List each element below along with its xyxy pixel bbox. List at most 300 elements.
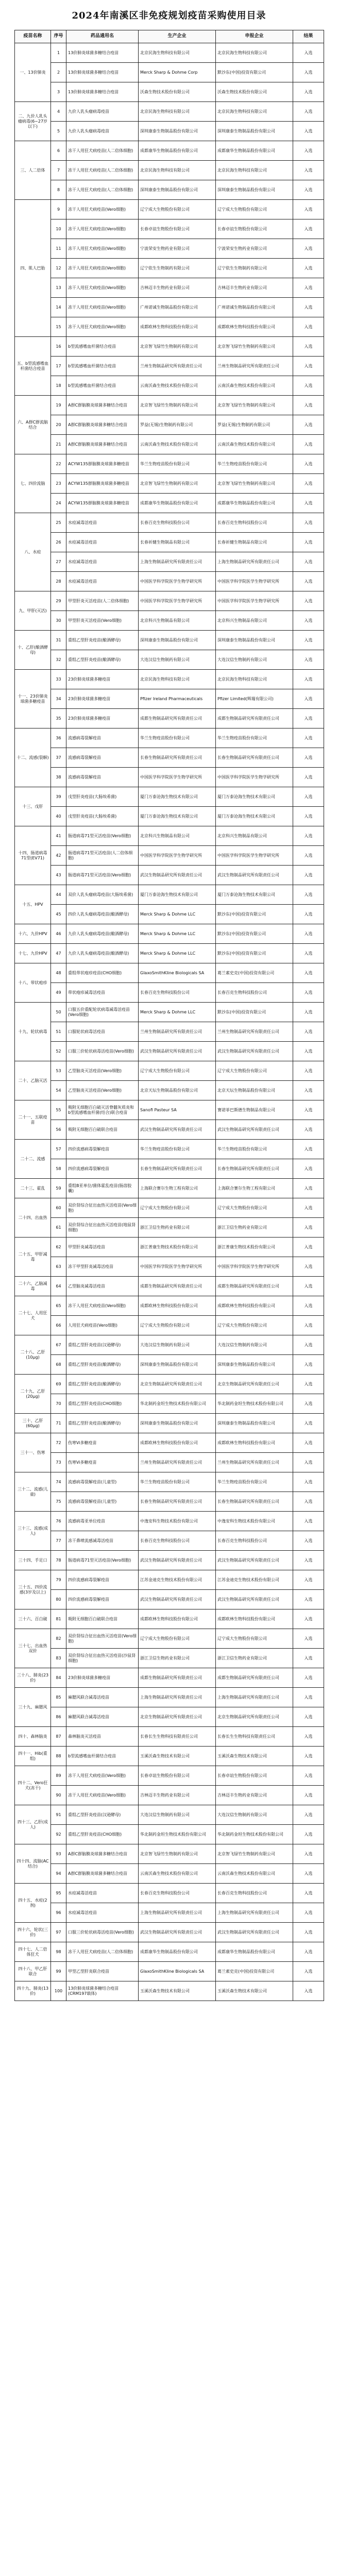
table-row	[15, 1884, 324, 1903]
table-row	[15, 1590, 324, 1609]
header-vaccine-name: 疫苗名称	[15, 30, 51, 43]
cell-result: 入选	[293, 1942, 324, 1962]
cell-applicant: 默沙东(中国)投资有限公司	[216, 924, 293, 944]
table-row	[15, 278, 324, 298]
table-row	[15, 533, 324, 552]
cell-generic-name: 冻干人用狂犬病疫苗(人二倍体细胞)	[66, 161, 139, 180]
cell-result: 入选	[293, 180, 324, 200]
table-row	[15, 435, 324, 454]
table-row	[15, 1923, 324, 1942]
cell-index: 55	[51, 1100, 66, 1120]
cell-result: 入选	[293, 141, 324, 161]
vaccine-group-name: 十九、轮状病毒	[15, 1003, 51, 1061]
cell-generic-name: 23价肺炎球菌多糖疫苗	[66, 689, 139, 709]
cell-manufacturer: 罗益(无锡)生物制药有限公司	[139, 415, 216, 435]
table-row	[15, 1238, 324, 1257]
table-row	[15, 709, 324, 728]
table-row	[15, 415, 324, 435]
cell-index: 31	[51, 631, 66, 650]
cell-applicant: 上海生物制品研究所有限责任公司	[216, 1688, 293, 1707]
cell-index: 20	[51, 415, 66, 435]
cell-result: 入选	[293, 219, 324, 239]
cell-applicant: 长春生物制品研究所有限责任公司	[216, 1492, 293, 1512]
cell-applicant: 大连汉信生物制药有限公司	[216, 1335, 293, 1355]
cell-applicant: 中国医学科学院医学生物学研究所	[216, 1257, 293, 1277]
cell-index: 28	[51, 572, 66, 591]
cell-generic-name: 四价流感病毒裂解疫苗	[66, 1570, 139, 1590]
header-applicant: 申报企业	[216, 30, 293, 43]
cell-index: 38	[51, 768, 66, 787]
cell-manufacturer: 辽宁依生生物制药有限公司	[139, 259, 216, 278]
table-row	[15, 141, 324, 161]
cell-generic-name: 戊型肝炎疫苗(大肠埃希菌)	[66, 787, 139, 807]
cell-index: 19	[51, 396, 66, 415]
cell-applicant: 辽宁成大生物股份有限公司	[216, 1629, 293, 1649]
vaccine-group-name: 四十七、人二倍体狂犬	[15, 1942, 51, 1962]
vaccine-group-name: 四十四、流脑(AC结合)	[15, 1844, 51, 1884]
cell-result: 入选	[293, 239, 324, 259]
cell-result: 入选	[293, 748, 324, 768]
cell-manufacturer: 成都生物制品研究所有限责任公司	[139, 1277, 216, 1296]
table-row	[15, 1981, 324, 2001]
cell-manufacturer: 吉林迈丰生物药业有限公司	[139, 278, 216, 298]
cell-manufacturer: Merck Sharp & Dohme Corp	[139, 63, 216, 82]
cell-index: 34	[51, 689, 66, 709]
table-row	[15, 317, 324, 337]
cell-applicant: 长春百克生物科技股份公司	[216, 513, 293, 533]
cell-index: 30	[51, 611, 66, 631]
table-row	[15, 552, 324, 572]
cell-generic-name: 冻干人用狂犬病疫苗(Vero细胞)	[66, 200, 139, 219]
cell-applicant: 默沙东(中国)投资有限公司	[216, 63, 293, 82]
cell-index: 76	[51, 1512, 66, 1531]
table-row	[15, 1609, 324, 1629]
cell-manufacturer: 厦门万泰沧海生物技术有限公司	[139, 787, 216, 807]
table-body	[15, 43, 324, 2001]
table-row	[15, 787, 324, 807]
cell-applicant: 北京天坛生物制品股份有限公司	[216, 1081, 293, 1100]
table-row	[15, 43, 324, 63]
cell-result: 入选	[293, 1433, 324, 1453]
cell-index: 37	[51, 748, 66, 768]
table-row	[15, 357, 324, 376]
cell-index: 44	[51, 885, 66, 905]
cell-applicant: 成都欧林生物科技股份有限公司	[216, 1609, 293, 1629]
cell-index: 7	[51, 161, 66, 180]
cell-result: 入选	[293, 1923, 324, 1942]
cell-generic-name: 口服三价轮状病毒活疫苗(Vero细胞)	[66, 1042, 139, 1061]
table-row	[15, 161, 324, 180]
cell-manufacturer: 北京民海生物科技有限公司	[139, 670, 216, 689]
cell-applicant: 长春百克生物科技股份公司	[216, 1884, 293, 1903]
cell-generic-name: 乙型脑炎灭活疫苗(Vero细胞)	[66, 1061, 139, 1081]
cell-generic-name: 吸附无细胞百白破联合疫苗	[66, 1609, 139, 1629]
cell-manufacturer: 浙江卫信生物药业有限公司	[139, 1649, 216, 1668]
page-title: 2024年南溪区非免疫规划疫苗采购使用目录	[72, 10, 266, 21]
cell-index: 59	[51, 1179, 66, 1198]
cell-generic-name: 戊型肝炎疫苗(大肠埃希菌)	[66, 807, 139, 826]
cell-applicant: 默沙东(中国)投资有限公司	[216, 905, 293, 924]
table-row	[15, 513, 324, 533]
cell-manufacturer: 华北制药金坦生物技术股份有限公司	[139, 1394, 216, 1414]
table-row	[15, 807, 324, 826]
cell-result: 入选	[293, 611, 324, 631]
vaccine-group-name: 二十八、乙肝(10μg)	[15, 1335, 51, 1375]
cell-result: 入选	[293, 1198, 324, 1218]
cell-applicant: 北京科兴生物制品有限公司	[216, 826, 293, 846]
cell-generic-name: 冻干人用狂犬病疫苗(Vero细胞)	[66, 1766, 139, 1786]
cell-applicant: 华兰生物疫苗股份有限公司	[216, 728, 293, 748]
cell-manufacturer: 中国医学科学院医学生物学研究所	[139, 846, 216, 866]
cell-manufacturer: 长春百克生物科技股份公司	[139, 513, 216, 533]
vaccine-group-name: 十一、23价肺炎球菌多糖疫苗	[15, 670, 51, 728]
cell-applicant: 玉溪沃森生物技术有限公司	[216, 1747, 293, 1766]
cell-generic-name: 重组乙型肝炎疫苗(酿酒酵母)	[66, 650, 139, 670]
cell-index: 77	[51, 1531, 66, 1551]
cell-generic-name: 吸附无细胞百白破灭活脊髓灰质炎和b型流感嗜血杆菌(结合)联合疫苗	[66, 1100, 139, 1120]
cell-manufacturer: 长春百克生物科技股份公司	[139, 1884, 216, 1903]
cell-applicant: 大连汉信生物制药有限公司	[216, 1805, 293, 1825]
cell-index: 58	[51, 1159, 66, 1179]
cell-generic-name: 甲型肝炎灭活疫苗(Vero细胞)	[66, 611, 139, 631]
cell-result: 入选	[293, 317, 324, 337]
cell-result: 入选	[293, 1747, 324, 1766]
vaccine-table	[14, 30, 324, 2001]
vaccine-group-name: 四、肌人巴胎	[15, 200, 51, 337]
cell-manufacturer: 大连汉信生物制药有限公司	[139, 1805, 216, 1825]
cell-generic-name: 麻腮风联合减毒活疫苗	[66, 1688, 139, 1707]
cell-manufacturer: 辽宁成大生物股份有限公司	[139, 1629, 216, 1649]
cell-index: 22	[51, 454, 66, 474]
cell-applicant: 辽宁依生生物制药有限公司	[216, 259, 293, 278]
table-row	[15, 1159, 324, 1179]
header-index: 序号	[51, 30, 66, 43]
cell-index: 75	[51, 1492, 66, 1512]
table-header-row	[15, 30, 324, 43]
cell-applicant: 赛诺菲巴斯德生物制品有限公司	[216, 1100, 293, 1120]
cell-applicant: 吉林迈丰生物药业有限公司	[216, 1786, 293, 1805]
vaccine-group-name: 九、甲肝(灭活)	[15, 591, 51, 631]
cell-result: 入选	[293, 591, 324, 611]
cell-manufacturer: 上海联合赛尔生物工程有限公司	[139, 1179, 216, 1198]
cell-applicant: 玉溪沃森生物技术有限公司	[216, 1981, 293, 2001]
cell-applicant: 北京民海生物科技有限公司	[216, 102, 293, 122]
table-row	[15, 1962, 324, 1981]
cell-generic-name: 四价流感病毒裂解疫苗	[66, 1140, 139, 1159]
cell-manufacturer: 中逸安科生物技术股份有限公司	[139, 1512, 216, 1531]
cell-applicant: 长春百克生物科技股份公司	[216, 983, 293, 1003]
cell-applicant: 华北制药金坦生物技术股份有限公司	[216, 1825, 293, 1844]
cell-generic-name: 重组B亚单位/菌体霍乱疫苗(肠溶胶囊)	[66, 1179, 139, 1198]
cell-manufacturer: 北京智飞绿竹生物制药有限公司	[139, 337, 216, 357]
cell-manufacturer: 辽宁成大生物股份有限公司	[139, 200, 216, 219]
cell-result: 入选	[293, 1649, 324, 1668]
cell-result: 入选	[293, 1570, 324, 1590]
cell-result: 入选	[293, 1335, 324, 1355]
cell-generic-name: b型流感嗜血杆菌结合疫苗	[66, 357, 139, 376]
vaccine-group-name: 六、A群C群流脑结合	[15, 396, 51, 454]
table-row	[15, 494, 324, 513]
table-row	[15, 1747, 324, 1766]
cell-generic-name: 冻干人用狂犬病疫苗(Vero细胞)	[66, 278, 139, 298]
cell-applicant: 吉林迈丰生物药业有限公司	[216, 278, 293, 298]
cell-manufacturer: 厦门万泰沧海生物技术有限公司	[139, 807, 216, 826]
cell-index: 89	[51, 1766, 66, 1786]
cell-manufacturer: 成都欧林生物科技股份有限公司	[139, 1609, 216, 1629]
cell-result: 入选	[293, 1120, 324, 1140]
table-row	[15, 1100, 324, 1120]
table-row	[15, 1649, 324, 1668]
cell-result: 入选	[293, 1022, 324, 1042]
cell-manufacturer: 成都康华生物制品股份有限公司	[139, 494, 216, 513]
cell-result: 入选	[293, 1355, 324, 1375]
table-row	[15, 748, 324, 768]
table-row	[15, 1551, 324, 1570]
cell-index: 96	[51, 1903, 66, 1923]
cell-index: 92	[51, 1825, 66, 1844]
vaccine-group-name: 三十四、手足口	[15, 1551, 51, 1570]
cell-result: 入选	[293, 1238, 324, 1257]
cell-result: 入选	[293, 1766, 324, 1786]
cell-generic-name: 水痘减毒活疫苗	[66, 552, 139, 572]
cell-result: 入选	[293, 1375, 324, 1394]
table-row	[15, 1198, 324, 1218]
table-row	[15, 1903, 324, 1923]
table-row	[15, 1805, 324, 1825]
table-row	[15, 1003, 324, 1022]
table-row	[15, 905, 324, 924]
cell-index: 91	[51, 1805, 66, 1825]
cell-index: 14	[51, 298, 66, 317]
cell-generic-name: 23价肺炎球菌多糖疫苗	[66, 1668, 139, 1688]
cell-manufacturer: 华兰生物疫苗股份有限公司	[139, 1140, 216, 1159]
cell-applicant: 兰州生物制品研究所有限责任公司	[216, 1022, 293, 1042]
cell-generic-name: 重组乙型肝炎疫苗(酿酒酵母)	[66, 1375, 139, 1394]
cell-generic-name: 伤寒Vi多糖疫苗	[66, 1433, 139, 1453]
cell-index: 9	[51, 200, 66, 219]
header-result: 结果	[293, 30, 324, 43]
table-row	[15, 180, 324, 200]
cell-manufacturer: Merck Sharp & Dohme LLC	[139, 905, 216, 924]
cell-index: 67	[51, 1335, 66, 1355]
cell-generic-name: 23价肺炎球菌多糖疫苗	[66, 709, 139, 728]
cell-manufacturer: 吉林迈丰生物药业有限公司	[139, 1786, 216, 1805]
cell-result: 入选	[293, 1277, 324, 1296]
cell-index: 10	[51, 219, 66, 239]
vaccine-group-name: 二十四、出血热	[15, 1198, 51, 1238]
cell-index: 32	[51, 650, 66, 670]
cell-manufacturer: 北京民海生物科技有限公司	[139, 43, 216, 63]
cell-manufacturer: 北京民海生物科技有限公司	[139, 102, 216, 122]
cell-result: 入选	[293, 513, 324, 533]
cell-manufacturer: 玉溪沃森生物技术有限公司	[139, 1747, 216, 1766]
cell-applicant: 广州诺诚生物制品股份有限公司	[216, 298, 293, 317]
cell-result: 入选	[293, 82, 324, 102]
cell-generic-name: 13价肺炎球菌多糖结合疫苗	[66, 63, 139, 82]
vaccine-group-name: 十二、流感(裂解)	[15, 728, 51, 787]
cell-generic-name: 冻干人用狂犬病疫苗(人二倍体细胞)	[66, 180, 139, 200]
cell-manufacturer: Sanofi Pasteur SA	[139, 1100, 216, 1120]
cell-result: 入选	[293, 807, 324, 826]
cell-result: 入选	[293, 1081, 324, 1100]
cell-generic-name: 重组乙型肝炎疫苗(酿酒酵母)	[66, 1355, 139, 1375]
cell-manufacturer: 长春生物制品研究所有限责任公司	[139, 1159, 216, 1179]
table-row	[15, 63, 324, 82]
cell-index: 68	[51, 1355, 66, 1375]
vaccine-group-name: 二十一、五联疫苗	[15, 1100, 51, 1140]
table-row	[15, 631, 324, 650]
cell-index: 27	[51, 552, 66, 572]
table-row	[15, 376, 324, 396]
cell-generic-name: 冻干人用狂犬病疫苗(人二倍体细胞)	[66, 1942, 139, 1962]
cell-generic-name: 冻干鼻喷流感减毒活疫苗	[66, 1531, 139, 1551]
cell-index: 35	[51, 709, 66, 728]
table-row	[15, 826, 324, 846]
cell-manufacturer: 北京科兴生物制品有限公司	[139, 611, 216, 631]
cell-index: 46	[51, 924, 66, 944]
vaccine-group-name: 二十二、流感	[15, 1140, 51, 1179]
table-row	[15, 924, 324, 944]
cell-generic-name: 双价肾综合征出血热灭活疫苗(Vero细胞)	[66, 1198, 139, 1218]
cell-index: 63	[51, 1257, 66, 1277]
cell-result: 入选	[293, 1472, 324, 1492]
cell-manufacturer: 长春百克生物科技股份公司	[139, 983, 216, 1003]
cell-applicant: 辽宁成大生物股份有限公司	[216, 200, 293, 219]
cell-manufacturer: 成都康华生物制品股份有限公司	[139, 1942, 216, 1962]
cell-applicant: 厦门万泰沧海生物技术有限公司	[216, 885, 293, 905]
cell-result: 入选	[293, 415, 324, 435]
table-row	[15, 1942, 324, 1962]
vaccine-group-name: 三十六、百白破	[15, 1609, 51, 1629]
cell-manufacturer: 兰州生物制品研究所有限责任公司	[139, 1453, 216, 1472]
table-row	[15, 689, 324, 709]
cell-applicant: 大连汉信生物制药有限公司	[216, 650, 293, 670]
cell-result: 入选	[293, 572, 324, 591]
cell-manufacturer: 成都欧林生物科技股份有限公司	[139, 317, 216, 337]
cell-index: 5	[51, 122, 66, 141]
vaccine-group-name: 四十三、乙肝(成人)	[15, 1805, 51, 1844]
cell-result: 入选	[293, 376, 324, 396]
cell-result: 入选	[293, 1668, 324, 1688]
cell-applicant: 成都康华生物制品股份有限公司	[216, 494, 293, 513]
cell-result: 入选	[293, 494, 324, 513]
cell-index: 74	[51, 1472, 66, 1492]
cell-index: 41	[51, 826, 66, 846]
cell-manufacturer: 成都生物制品研究所有限责任公司	[139, 709, 216, 728]
cell-applicant: 葛兰素史克(中国)投资有限公司	[216, 963, 293, 983]
cell-result: 入选	[293, 1844, 324, 1864]
cell-manufacturer: 云南沃森生物技术股份有限公司	[139, 435, 216, 454]
cell-index: 73	[51, 1453, 66, 1472]
cell-generic-name: 水痘减毒活疫苗	[66, 513, 139, 533]
cell-applicant: Pfizer Limited(辉瑞有限公司)	[216, 689, 293, 709]
cell-result: 入选	[293, 826, 324, 846]
cell-generic-name: 冻干人用狂犬病疫苗(人二倍体细胞)	[66, 141, 139, 161]
cell-manufacturer: 辽宁成大生物股份有限公司	[139, 1316, 216, 1335]
cell-manufacturer: 云南沃森生物技术股份有限公司	[139, 376, 216, 396]
cell-generic-name: 九价人乳头瘤病毒疫苗	[66, 122, 139, 141]
vaccine-group-name: 三十五、四价流感(3岁及以上)	[15, 1570, 51, 1609]
cell-result: 入选	[293, 1492, 324, 1512]
table-row	[15, 1394, 324, 1414]
vaccine-group-name: 十三、戊肝	[15, 787, 51, 826]
cell-result: 入选	[293, 161, 324, 180]
cell-applicant: 武汉生物制品研究所有限责任公司	[216, 1551, 293, 1570]
cell-generic-name: 冻干人用狂犬病疫苗(Vero细胞)	[66, 298, 139, 317]
table-row	[15, 1414, 324, 1433]
cell-result: 入选	[293, 944, 324, 963]
cell-generic-name: 四价人乳头瘤病毒疫苗(酿酒酵母)	[66, 905, 139, 924]
table-row	[15, 1218, 324, 1238]
cell-result: 入选	[293, 650, 324, 670]
cell-generic-name: 乙型脑炎灭活疫苗(Vero细胞)	[66, 1081, 139, 1100]
cell-manufacturer: 武汉生物制品研究所有限责任公司	[139, 1923, 216, 1942]
cell-applicant: 厦门万泰沧海生物技术有限公司	[216, 807, 293, 826]
cell-generic-name: b型流感嗜血杆菌结合疫苗	[66, 1747, 139, 1766]
cell-manufacturer: 华兰生物疫苗股份有限公司	[139, 1472, 216, 1492]
cell-index: 33	[51, 670, 66, 689]
cell-generic-name: A群C群脑膜炎球菌多糖结合疫苗	[66, 415, 139, 435]
cell-generic-name: 人用狂犬病疫苗(Vero细胞)	[66, 1316, 139, 1335]
cell-manufacturer: 大连汉信生物制药有限公司	[139, 1335, 216, 1355]
cell-index: 42	[51, 846, 66, 866]
cell-manufacturer: 长春长生生物科技有限责任公司	[139, 1727, 216, 1747]
table-row	[15, 1453, 324, 1472]
cell-applicant: 北京智飞绿竹生物制药有限公司	[216, 337, 293, 357]
cell-result: 入选	[293, 357, 324, 376]
cell-applicant: 长春卓谊生物股份有限公司	[216, 1766, 293, 1786]
cell-applicant: 武汉生物制品研究所有限责任公司	[216, 1120, 293, 1140]
cell-generic-name: 流感病毒裂解疫苗(儿童型)	[66, 1472, 139, 1492]
cell-result: 入选	[293, 1414, 324, 1433]
cell-generic-name: 冻干人用狂犬病疫苗(Vero细胞)	[66, 239, 139, 259]
cell-index: 93	[51, 1844, 66, 1864]
cell-index: 26	[51, 533, 66, 552]
cell-generic-name: 重组乙型肝炎疫苗(CHO细胞)	[66, 1394, 139, 1414]
cell-applicant: 深圳康泰生物制品股份有限公司	[216, 1355, 293, 1375]
cell-result: 入选	[293, 1825, 324, 1844]
cell-result: 入选	[293, 1864, 324, 1884]
cell-index: 57	[51, 1140, 66, 1159]
cell-applicant: 长春长生生物科技有限责任公司	[216, 1727, 293, 1747]
cell-applicant: 中国医学科学院医学生物学研究所	[216, 591, 293, 611]
cell-manufacturer: 长春生物制品研究所有限责任公司	[139, 1492, 216, 1512]
cell-index: 56	[51, 1120, 66, 1140]
cell-generic-name: 口服三价轮状病毒活疫苗(Vero细胞)	[66, 1923, 139, 1942]
cell-generic-name: 森林脑炎灭活疫苗	[66, 1727, 139, 1747]
cell-result: 入选	[293, 1100, 324, 1120]
cell-index: 16	[51, 337, 66, 357]
cell-result: 入选	[293, 259, 324, 278]
table-row	[15, 474, 324, 494]
cell-applicant: 上海生物制品研究所有限责任公司	[216, 552, 293, 572]
table-row	[15, 1629, 324, 1649]
cell-generic-name: ACYW135群脑膜炎球菌多糖疫苗	[66, 454, 139, 474]
cell-index: 51	[51, 1022, 66, 1042]
cell-result: 入选	[293, 1727, 324, 1747]
cell-result: 入选	[293, 1140, 324, 1159]
cell-index: 69	[51, 1375, 66, 1394]
cell-result: 入选	[293, 963, 324, 983]
cell-generic-name: 四价流感病毒裂解疫苗	[66, 1159, 139, 1179]
cell-index: 87	[51, 1727, 66, 1747]
cell-index: 39	[51, 787, 66, 807]
table-row	[15, 1688, 324, 1707]
cell-manufacturer: 宁波荣安生物药业有限公司	[139, 239, 216, 259]
cell-manufacturer: 中国医学科学院医学生物学研究所	[139, 1257, 216, 1277]
cell-applicant: 武汉生物制品研究所有限责任公司	[216, 866, 293, 885]
cell-result: 入选	[293, 1296, 324, 1316]
